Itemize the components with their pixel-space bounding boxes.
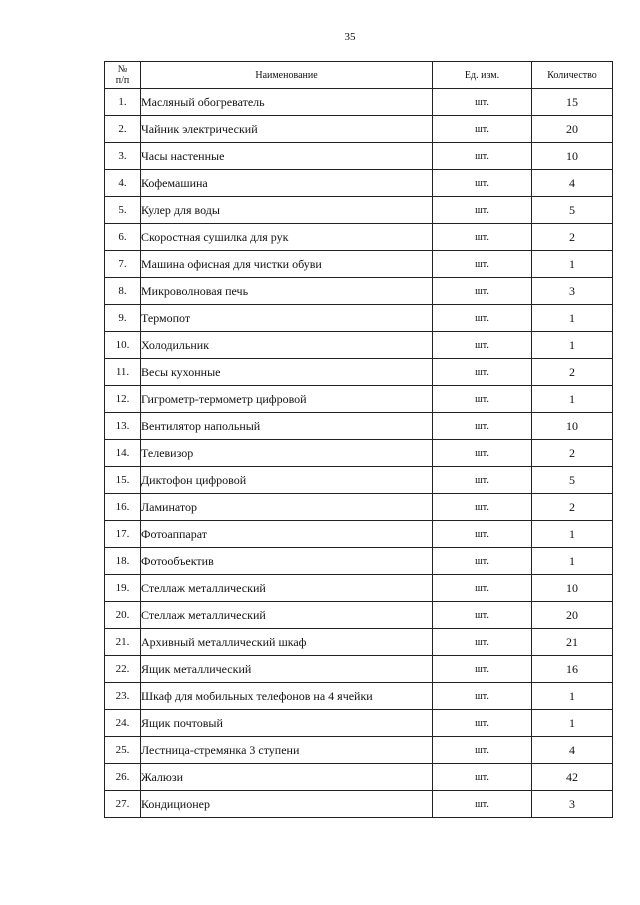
item-name: Холодильник	[141, 332, 433, 359]
header-number	[105, 62, 141, 89]
unit-of-measure: шт.	[433, 251, 532, 278]
item-name: Жалюзи	[141, 764, 433, 791]
table-row	[105, 170, 613, 197]
table-row	[105, 629, 613, 656]
header-name: Наименование	[141, 62, 433, 89]
item-name: Скоростная сушилка для рук	[141, 224, 433, 251]
quantity: 1	[532, 386, 613, 413]
unit-of-measure: шт.	[433, 710, 532, 737]
quantity: 10	[532, 143, 613, 170]
unit-of-measure: шт.	[433, 305, 532, 332]
table-row	[105, 521, 613, 548]
unit-of-measure: шт.	[433, 278, 532, 305]
unit-of-measure: шт.	[433, 656, 532, 683]
quantity: 42	[532, 764, 613, 791]
table-row	[105, 197, 613, 224]
table-row	[105, 764, 613, 791]
row-number: 15.	[105, 467, 141, 494]
unit-of-measure: шт.	[433, 89, 532, 116]
row-number: 27.	[105, 791, 141, 818]
row-number: 11.	[105, 359, 141, 386]
unit-of-measure: шт.	[433, 602, 532, 629]
unit-of-measure: шт.	[433, 548, 532, 575]
table-row	[105, 89, 613, 116]
quantity: 1	[532, 710, 613, 737]
table-row	[105, 143, 613, 170]
quantity: 10	[532, 575, 613, 602]
item-name: Лестница-стремянка 3 ступени	[141, 737, 433, 764]
unit-of-measure: шт.	[433, 170, 532, 197]
row-number: 17.	[105, 521, 141, 548]
unit-of-measure: шт.	[433, 413, 532, 440]
quantity: 2	[532, 494, 613, 521]
item-name: Чайник электрический	[141, 116, 433, 143]
table-row	[105, 548, 613, 575]
table-row	[105, 305, 613, 332]
row-number: 2.	[105, 116, 141, 143]
item-name: Архивный металлический шкаф	[141, 629, 433, 656]
item-name: Диктофон цифровой	[141, 467, 433, 494]
quantity: 3	[532, 278, 613, 305]
quantity: 10	[532, 413, 613, 440]
item-name: Термопот	[141, 305, 433, 332]
row-number: 6.	[105, 224, 141, 251]
row-number: 22.	[105, 656, 141, 683]
item-name: Стеллаж металлический	[141, 602, 433, 629]
header-number-symbol: №	[117, 64, 128, 75]
row-number: 7.	[105, 251, 141, 278]
item-name: Фотообъектив	[141, 548, 433, 575]
quantity: 4	[532, 737, 613, 764]
unit-of-measure: шт.	[433, 683, 532, 710]
quantity: 1	[532, 683, 613, 710]
item-name: Вентилятор напольный	[141, 413, 433, 440]
row-number: 3.	[105, 143, 141, 170]
table-row	[105, 386, 613, 413]
item-name: Весы кухонные	[141, 359, 433, 386]
item-name: Машина офисная для чистки обуви	[141, 251, 433, 278]
quantity: 1	[532, 332, 613, 359]
row-number: 1.	[105, 89, 141, 116]
item-name: Телевизор	[141, 440, 433, 467]
unit-of-measure: шт.	[433, 440, 532, 467]
table-row	[105, 440, 613, 467]
unit-of-measure: шт.	[433, 791, 532, 818]
table-row	[105, 494, 613, 521]
table-row	[105, 575, 613, 602]
unit-of-measure: шт.	[433, 575, 532, 602]
unit-of-measure: шт.	[433, 629, 532, 656]
row-number: 19.	[105, 575, 141, 602]
unit-of-measure: шт.	[433, 737, 532, 764]
row-number: 24.	[105, 710, 141, 737]
quantity: 4	[532, 170, 613, 197]
table-row	[105, 467, 613, 494]
unit-of-measure: шт.	[433, 116, 532, 143]
unit-of-measure: шт.	[433, 467, 532, 494]
table-row	[105, 602, 613, 629]
item-name: Гигрометр-термометр цифровой	[141, 386, 433, 413]
row-number: 4.	[105, 170, 141, 197]
row-number: 8.	[105, 278, 141, 305]
table-row	[105, 116, 613, 143]
row-number: 23.	[105, 683, 141, 710]
quantity: 1	[532, 548, 613, 575]
unit-of-measure: шт.	[433, 764, 532, 791]
row-number: 5.	[105, 197, 141, 224]
unit-of-measure: шт.	[433, 143, 532, 170]
item-name: Кофемашина	[141, 170, 433, 197]
row-number: 16.	[105, 494, 141, 521]
unit-of-measure: шт.	[433, 332, 532, 359]
table-row	[105, 683, 613, 710]
row-number: 12.	[105, 386, 141, 413]
quantity: 16	[532, 656, 613, 683]
table-header-row	[105, 62, 613, 89]
unit-of-measure: шт.	[433, 224, 532, 251]
table-row	[105, 332, 613, 359]
header-number-abbr: п/п	[115, 75, 130, 86]
table-body	[105, 89, 613, 818]
row-number: 25.	[105, 737, 141, 764]
item-name: Фотоаппарат	[141, 521, 433, 548]
unit-of-measure: шт.	[433, 197, 532, 224]
header-unit: Ед. изм.	[433, 62, 532, 89]
table-row	[105, 278, 613, 305]
table-row	[105, 656, 613, 683]
row-number: 10.	[105, 332, 141, 359]
item-name: Шкаф для мобильных телефонов на 4 ячейки	[141, 683, 433, 710]
quantity: 1	[532, 305, 613, 332]
table-row	[105, 791, 613, 818]
table-row	[105, 710, 613, 737]
item-name: Ящик металлический	[141, 656, 433, 683]
row-number: 14.	[105, 440, 141, 467]
quantity: 21	[532, 629, 613, 656]
quantity: 2	[532, 359, 613, 386]
quantity: 20	[532, 602, 613, 629]
table-row	[105, 224, 613, 251]
table-row	[105, 359, 613, 386]
quantity: 15	[532, 89, 613, 116]
quantity: 2	[532, 440, 613, 467]
item-name: Ламинатор	[141, 494, 433, 521]
table-row	[105, 413, 613, 440]
quantity: 20	[532, 116, 613, 143]
quantity: 5	[532, 197, 613, 224]
item-name: Ящик почтовый	[141, 710, 433, 737]
item-name: Кулер для воды	[141, 197, 433, 224]
row-number: 18.	[105, 548, 141, 575]
quantity: 1	[532, 251, 613, 278]
table-row	[105, 251, 613, 278]
unit-of-measure: шт.	[433, 359, 532, 386]
row-number: 13.	[105, 413, 141, 440]
row-number: 9.	[105, 305, 141, 332]
item-name: Микроволновая печь	[141, 278, 433, 305]
row-number: 26.	[105, 764, 141, 791]
table-row	[105, 737, 613, 764]
row-number: 21.	[105, 629, 141, 656]
inventory-table	[104, 61, 613, 818]
item-name: Стеллаж металлический	[141, 575, 433, 602]
unit-of-measure: шт.	[433, 386, 532, 413]
item-name: Часы настенные	[141, 143, 433, 170]
quantity: 3	[532, 791, 613, 818]
item-name: Масляный обогреватель	[141, 89, 433, 116]
header-quantity: Количество	[532, 62, 613, 89]
quantity: 2	[532, 224, 613, 251]
page-number: 35	[344, 31, 356, 43]
unit-of-measure: шт.	[433, 521, 532, 548]
unit-of-measure: шт.	[433, 494, 532, 521]
item-name: Кондиционер	[141, 791, 433, 818]
quantity: 1	[532, 521, 613, 548]
row-number: 20.	[105, 602, 141, 629]
quantity: 5	[532, 467, 613, 494]
